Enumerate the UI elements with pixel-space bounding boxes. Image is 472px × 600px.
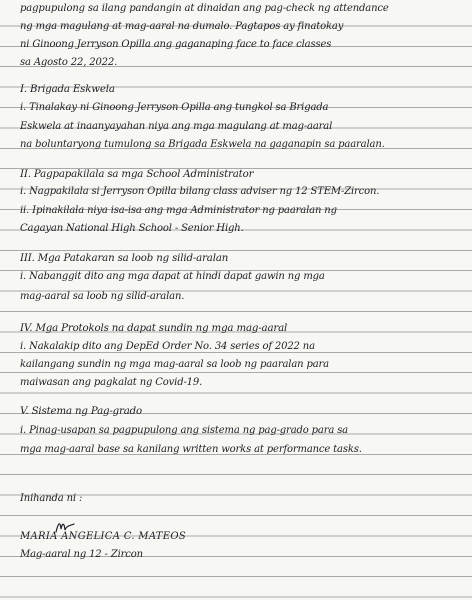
section-line: maiwasan ang pagkalat ng Covid-19. [20, 377, 203, 388]
section-line: Cagayan National High School - Senior High. [20, 223, 244, 234]
section-line: mga mag-aaral base sa kanilang written works at performance tasks. [20, 444, 362, 455]
section-line: ii. Ipinakilala niya isa-isa ang mga Administrator ng paaralan ng [20, 205, 337, 216]
section-line: i. Nagpakilala si Jerryson Opilla bilang class adviser ng 12 STEM-Zircon. [20, 186, 380, 197]
intro-line: ni Ginoong Jerryson Opilla ang gaganaping face to face classes [20, 39, 332, 50]
section-heading-brigada-eskwela: I. Brigada Eskwela [20, 84, 115, 95]
section-heading-school-administrator: II. Pagpapakilala sa mga School Administrator [20, 169, 254, 180]
section-heading-protokols: IV. Mga Protokols na dapat sundin ng mga mag-aaral [20, 323, 288, 334]
section-line: Eskwela at inaanyayahan niya ang mga magulang at mag-aaral [20, 121, 333, 132]
signatory-name: MARIA ANGELICA C. MATEOS [20, 531, 187, 542]
section-line: mag-aaral sa loob ng silid-aralan. [20, 291, 185, 302]
signatory-role: Mag-aaral ng 12 - Zircon [20, 549, 143, 560]
section-line: i. Nabanggit dito ang mga dapat at hindi dapat gawin ng mga [20, 271, 325, 282]
section-line: i. Pinag-usapan sa pagpupulong ang sistema ng pag-grado para sa [20, 425, 348, 436]
intro-line: ng mga magulang at mag-aaral na dumalo. Pagtapos ay finatokay [20, 21, 344, 32]
section-line: na boluntaryong tumulong sa Brigada Eskwela na gaganapin sa paaralan. [20, 139, 385, 150]
section-heading-pag-grado: V. Sistema ng Pag-grado [20, 406, 143, 417]
intro-line: sa Agosto 22, 2022. [20, 57, 118, 68]
section-line: i. Nakalakip dito ang DepEd Order No. 34 series of 2022 na [20, 341, 315, 352]
section-heading-patakaran: III. Mga Patakaran sa loob ng silid-aralan [20, 253, 229, 264]
intro-line: pagpupulong sa ilang pandangin at dinaidan ang pag-check ng attendance [20, 3, 389, 14]
prepared-by-label: Inihanda ni : [20, 493, 83, 504]
section-line: kailangang sundin ng mga mag-aaral sa loob ng paaralan para [20, 359, 329, 370]
section-line: i. Tinalakay ni Ginoong Jerryson Opilla ang tungkol sa Brigada [20, 102, 329, 113]
